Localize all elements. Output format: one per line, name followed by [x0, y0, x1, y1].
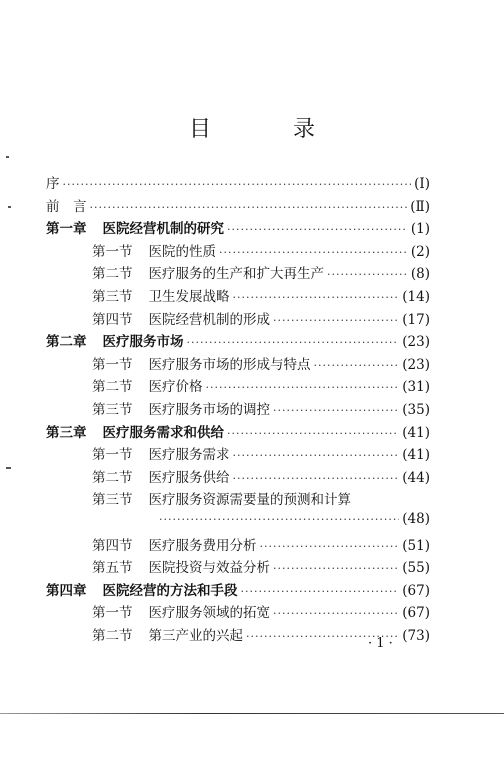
toc-entry-page: (1) — [410, 221, 430, 238]
toc-entry-number: 第五节 — [92, 560, 133, 577]
toc-entry-page: (23) — [402, 356, 430, 373]
dot-leader — [273, 314, 399, 327]
toc-entry-title: 医院经营机制的形成 — [148, 311, 270, 328]
dot-leader — [63, 178, 412, 191]
toc-entry-page: (48) — [402, 510, 430, 527]
dot-leader — [206, 381, 400, 394]
toc-entry — [46, 262, 430, 285]
dot-leader — [233, 472, 400, 485]
toc-entry — [46, 511, 430, 534]
toc-entry-title: 医院的性质 — [148, 243, 216, 260]
toc-entry-page: (41) — [402, 424, 430, 441]
toc-entry-title: 医疗服务市场的形成与特点 — [148, 356, 311, 373]
toc-entry-number: 第四章 — [46, 582, 87, 599]
toc-entry-number: 第二章 — [46, 334, 87, 351]
toc-entry-page: (51) — [402, 537, 430, 554]
dot-leader — [260, 540, 400, 553]
toc-entry — [46, 375, 430, 398]
toc-entry-number: 第二节 — [92, 266, 133, 283]
toc-entry — [46, 398, 430, 421]
page-number: · 1 · — [368, 636, 393, 651]
toc-entry-title: 医疗服务的生产和扩大再生产 — [148, 266, 324, 283]
toc-entry — [46, 353, 430, 376]
dot-leader — [273, 562, 399, 575]
toc-entry-title: 医疗服务需求 — [148, 447, 230, 464]
toc-entry-title: 医疗价格 — [148, 379, 203, 396]
toc-entry-title: 医疗服务需求和供给 — [102, 424, 224, 441]
toc-entry-title: 医疗服务市场的调控 — [148, 401, 270, 418]
dot-leader — [159, 513, 399, 526]
toc-entry-page: (23) — [402, 334, 430, 351]
toc-entry — [46, 217, 430, 240]
toc-entry-page: (17) — [402, 311, 430, 328]
toc-entry-title: 医疗服务市场 — [102, 334, 184, 351]
toc-entry-title: 第三产业的兴起 — [148, 627, 243, 644]
toc-entry — [46, 421, 430, 444]
scan-speck — [6, 156, 9, 158]
toc-entry — [46, 330, 430, 353]
toc-entry-page: (31) — [402, 379, 430, 396]
toc-entry-number: 第三章 — [46, 424, 87, 441]
toc-entry-title: 医院经营机制的研究 — [102, 221, 224, 238]
toc-entry-number: 第一节 — [92, 605, 133, 622]
toc-entry-number: 第二节 — [92, 469, 133, 486]
toc-entry — [46, 195, 430, 218]
toc-entry-title: 序 — [46, 176, 60, 192]
page-title: 目 录 — [188, 117, 345, 142]
toc-entry-page: (Ⅱ) — [410, 198, 430, 215]
toc-entry-number: 第三节 — [92, 288, 133, 305]
toc-entry — [46, 308, 430, 331]
toc-entry-page: (8) — [410, 266, 430, 283]
toc-entry-number: 第四节 — [92, 311, 133, 328]
toc-entry-page: (2) — [410, 243, 430, 260]
toc-entry — [46, 579, 430, 602]
dot-leader — [90, 201, 408, 214]
toc-entry-number: 第三节 — [92, 492, 133, 509]
dot-leader — [233, 291, 400, 304]
toc-entry-number: 第一节 — [92, 243, 133, 260]
toc-entry-page: (73) — [402, 627, 430, 644]
table-of-contents — [46, 172, 430, 646]
toc-entry-number: 第四节 — [92, 537, 133, 554]
dot-leader — [187, 336, 400, 349]
toc-entry — [46, 285, 430, 308]
scan-speck — [6, 467, 11, 469]
dot-leader — [241, 585, 400, 598]
dot-leader — [227, 223, 408, 236]
dot-leader — [273, 404, 399, 417]
toc-entry-number: 第二节 — [92, 379, 133, 396]
toc-entry-number: 第一章 — [46, 221, 87, 238]
toc-entry-number: 第三节 — [92, 401, 133, 418]
toc-entry-page: (55) — [402, 560, 430, 577]
toc-entry — [46, 240, 430, 263]
toc-entry-page: (44) — [402, 469, 430, 486]
dot-leader — [314, 359, 400, 372]
toc-entry-title: 医疗服务费用分析 — [148, 537, 257, 554]
toc-entry-title: 前 言 — [46, 198, 87, 215]
toc-entry-page: (67) — [402, 582, 430, 599]
dot-leader — [273, 607, 399, 620]
toc-entry-page: (Ⅰ) — [414, 176, 430, 192]
toc-entry-page: (35) — [402, 401, 430, 418]
dot-leader — [233, 449, 400, 462]
toc-entry-number: 第一节 — [92, 356, 133, 373]
scan-speck — [8, 206, 11, 208]
toc-entry-title: 卫生发展战略 — [148, 288, 230, 305]
toc-entry-number: 第一节 — [92, 447, 133, 464]
toc-entry — [46, 488, 430, 511]
toc-entry — [46, 172, 430, 195]
toc-entry — [46, 443, 430, 466]
toc-entry — [46, 601, 430, 624]
toc-entry-title: 医疗服务领域的拓宽 — [148, 605, 270, 622]
toc-entry — [46, 534, 430, 557]
toc-entry — [46, 466, 430, 489]
toc-entry-title: 医疗服务资源需要量的预测和计算 — [148, 492, 351, 509]
toc-entry-title: 医疗服务供给 — [148, 469, 230, 486]
toc-entry — [46, 556, 430, 579]
scan-edge-line — [0, 713, 504, 714]
toc-entry-page: (41) — [402, 447, 430, 464]
dot-leader — [227, 427, 399, 440]
toc-entry-page: (14) — [402, 288, 430, 305]
dot-leader — [219, 246, 408, 259]
toc-entry-number: 第二节 — [92, 627, 133, 644]
toc-entry-title: 医院经营的方法和手段 — [102, 582, 238, 599]
toc-entry-title: 医院投资与效益分析 — [148, 560, 270, 577]
toc-entry-page: (67) — [402, 605, 430, 622]
dot-leader — [327, 268, 408, 281]
